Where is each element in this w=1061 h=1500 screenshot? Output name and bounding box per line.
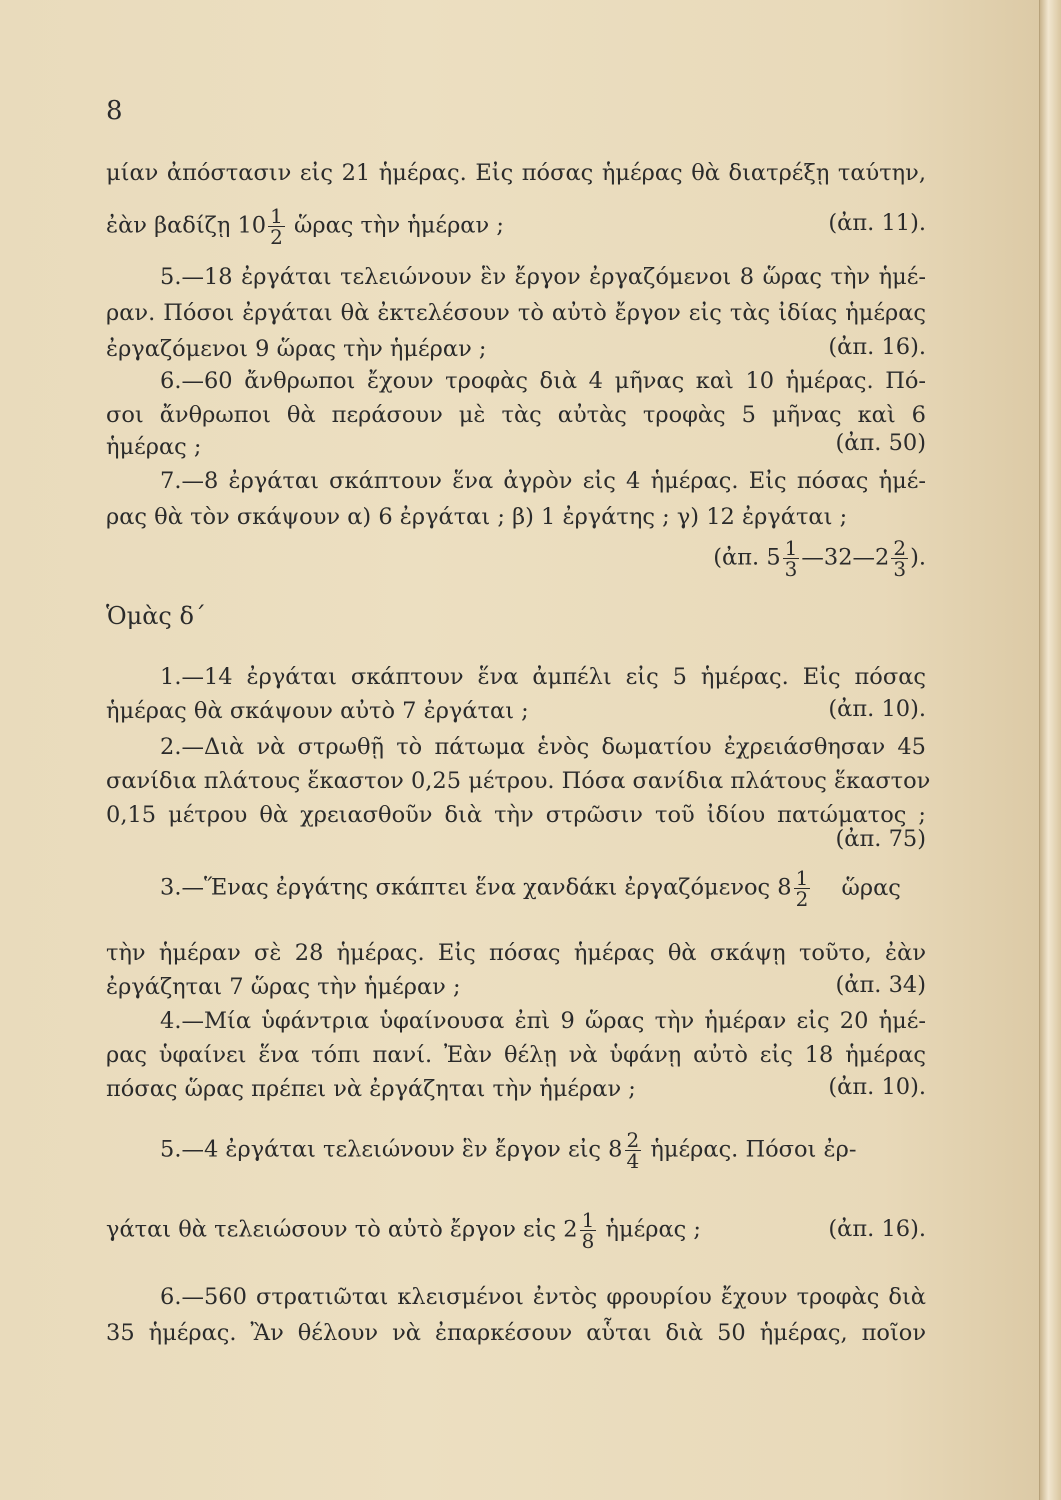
fraction: $\frac{1}{8}$ [581, 1208, 595, 1253]
text-line: ρας θὰ τὸν σκάψουν α) 6 ἐργάται ; β) 1 ἐργάτης ; γ) 12 ἐργάται ; [106, 504, 848, 530]
text-line: 3.—Ἕνας ἐργάτης σκάπτει ἕνα χανδάκι ἐργαζόμενος 8 $\frac{1}{2}$ ὥρας [160, 866, 901, 911]
page-number: 8 [106, 96, 123, 126]
text-line: 6.—560 στρατιῶται κλεισμένοι ἐντὸς φρουρίου ἔχουν τροφὰς διὰ [160, 1284, 926, 1310]
text-line: 0,15 μέτρου θὰ χρειασθοῦν διὰ τὴν στρῶσιν τοῦ ἰδίου πατώματος ; [106, 802, 926, 828]
text-line: 2.—Διὰ νὰ στρωθῇ τὸ πάτωμα ἑνὸς δωματίου ἐχρειάσθησαν 45 [160, 734, 926, 760]
text-line: 7.—8 ἐργάται σκάπτουν ἕνα ἀγρὸν εἰς 4 ἡμέρας. Εἰς πόσας ἡμέ- [160, 468, 926, 494]
text-line: σοι ἄνθρωποι θὰ περάσουν μὲ τὰς αὐτὰς τροφὰς 5 μῆνας καὶ 6 [106, 402, 926, 428]
answer: (ἀπ. 50) [835, 430, 926, 456]
text-line: 6.—60 ἄνθρωποι ἔχουν τροφὰς διὰ 4 μῆνας καὶ 10 ἡμέρας. Πό- [160, 368, 926, 394]
text-line: ἐὰν βαδίζῃ 10 $\frac{1}{2}$ ὥρας τὴν ἡμέραν ; [106, 204, 504, 249]
text-line: ρας ὑφαίνει ἕνα τόπι πανί. Ἐὰν θέλῃ νὰ ὑφάνῃ αὐτὸ εἰς 18 ἡμέρας [106, 1042, 926, 1068]
text-line: τὴν ἡμέραν σὲ 28 ἡμέρας. Εἰς πόσας ἡμέρας θὰ σκάψῃ τοῦτο, ἐὰν [106, 940, 926, 966]
answer: (ἀπ. 10). [828, 1074, 926, 1100]
text-line: 5.—18 ἐργάται τελειώνουν ἓν ἔργον ἐργαζόμενοι 8 ὥρας τὴν ἡμέ- [160, 264, 926, 290]
text-line: 35 ἡμέρας. Ἂν θέλουν νὰ ἐπαρκέσουν αὗται διὰ 50 ἡμέρας, ποῖον [106, 1320, 926, 1346]
text-line: γάται θὰ τελειώσουν τὸ αὐτὸ ἔργον εἰς 2 $\frac{1}{8}$ ἡμέρας ; [106, 1208, 701, 1253]
page-edge [1039, 0, 1061, 1500]
text-line: ἐργαζόμενοι 9 ὥρας τὴν ἡμέραν ; [106, 336, 487, 362]
text-line: ἡμέρας θὰ σκάψουν αὐτὸ 7 ἐργάται ; [106, 698, 529, 724]
fraction: $\frac{2}{4}$ [626, 1128, 640, 1173]
text-line: 5.—4 ἐργάται τελειώνουν ἓν ἔργον εἰς 8 $\frac{2}{4}$ ἡμέρας. Πόσοι ἐρ- [160, 1128, 857, 1173]
text-line: ραν. Πόσοι ἐργάται θὰ ἐκτελέσουν τὸ αὐτὸ ἔργον εἰς τὰς ἰδίας ἡμέρας [106, 300, 926, 326]
text-line: ἡμέρας ; [106, 434, 202, 460]
fraction: $\frac{1}{2}$ [270, 204, 283, 249]
fraction: $\frac{2}{3}$ [893, 536, 907, 581]
fraction: $\frac{1}{3}$ [784, 536, 798, 581]
answer: (ἀπ. 5 $\frac{1}{3}$ —32—2 $\frac{2}{3}$ ). [713, 536, 926, 581]
text-line: πόσας ὥρας πρέπει νὰ ἐργάζηται τὴν ἡμέραν ; [106, 1076, 636, 1102]
text-line: ἐργάζηται 7 ὥρας τὴν ἡμέραν ; [106, 974, 461, 1000]
text-line: 1.—14 ἐργάται σκάπτουν ἕνα ἀμπέλι εἰς 5 ἡμέρας. Εἰς πόσας [160, 664, 926, 690]
answer: (ἀπ. 11). [828, 210, 926, 236]
fraction: $\frac{1}{2}$ [795, 866, 809, 911]
section-heading: Ὁμὰς δ΄ [106, 602, 206, 630]
answer: (ἀπ. 34) [835, 972, 926, 998]
answer: (ἀπ. 16). [828, 1216, 926, 1242]
text-line: 4.—Μία ὑφάντρια ὑφαίνουσα ἐπὶ 9 ὥρας τὴν ἡμέραν εἰς 20 ἡμέ- [160, 1008, 926, 1034]
answer: (ἀπ. 75) [835, 826, 926, 852]
answer: (ἀπ. 16). [828, 334, 926, 360]
text-line: σανίδια πλάτους ἕκαστον 0,25 μέτρου. Πόσα σανίδια πλάτους ἕκαστον [106, 768, 931, 794]
answer: (ἀπ. 10). [828, 696, 926, 722]
text-line: μίαν ἀπόστασιν εἰς 21 ἡμέρας. Εἰς πόσας ἡμέρας θὰ διατρέξῃ ταύτην, [106, 160, 926, 186]
